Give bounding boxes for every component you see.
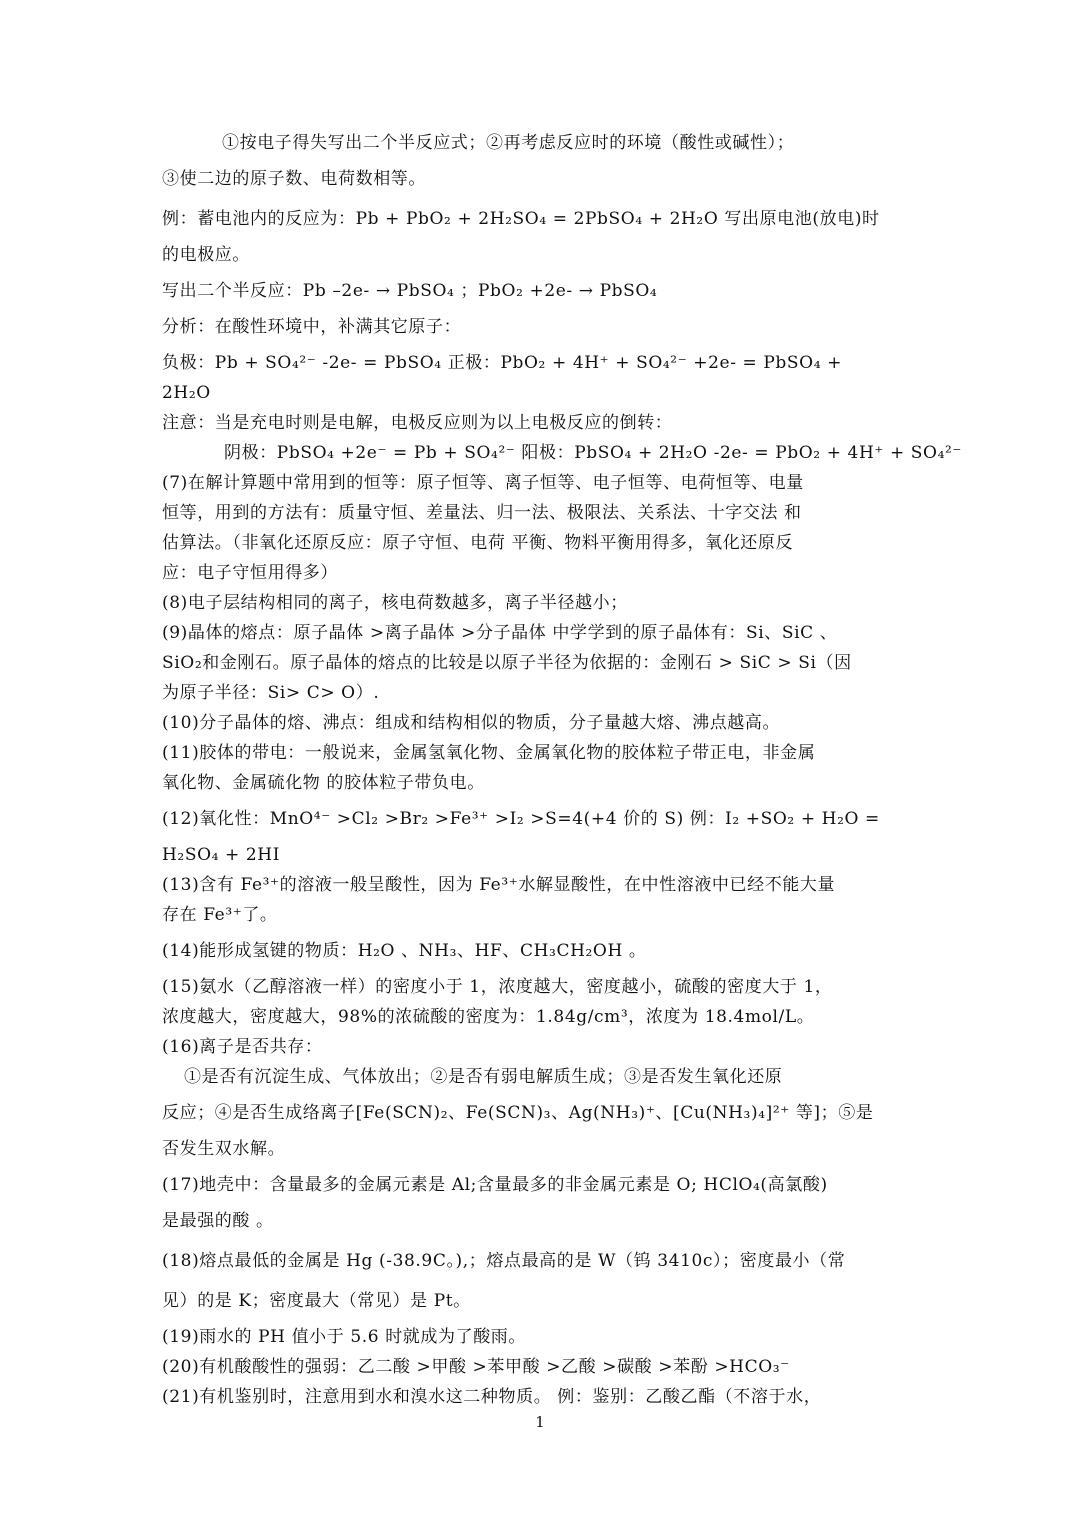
text-line: 是最强的酸 。 (162, 1211, 274, 1231)
text-line: (7)在解计算题中常用到的恒等：原子恒等、离子恒等、电子恒等、电荷恒等、电量 (162, 473, 804, 493)
text-line: 见）的是 K；密度最大（常见）是 Pt。 (162, 1291, 471, 1311)
text-line: 2H₂O (162, 383, 211, 403)
text-line: ③使二边的原子数、电荷数相等。 (162, 169, 426, 189)
page-number: 1 (535, 1413, 545, 1431)
text-line: 阴极：PbSO₄ +2e⁻ = Pb + SO₄²⁻ 阳极：PbSO₄ + 2H₂O -2e- = PbO₂ + 4H⁺ + SO₄²⁻ (224, 443, 962, 463)
text-line: 的电极应。 (162, 245, 250, 265)
text-line: ①按电子得失写出二个半反应式；②再考虑反应时的环境（酸性或碱性）； (222, 133, 795, 153)
text-line: 注意：当是充电时则是电解，电极反应则为以上电极反应的倒转： (162, 413, 673, 433)
text-line: (8)电子层结构相同的离子，核电荷数越多，离子半径越小； (162, 593, 628, 613)
text-line: 否发生双水解。 (162, 1139, 286, 1159)
text-line: ①是否有沉淀生成、气体放出；②是否有弱电解质生成；③是否发生氧化还原 (184, 1067, 783, 1087)
text-line: 浓度越大，密度越大，98%的浓硫酸的密度为：1.84g/cm³，浓度为 18.4mol/L。 (162, 1007, 815, 1027)
text-line: 反应；④是否生成络离子[Fe(SCN)₂、Fe(SCN)₃、Ag(NH₃)⁺、[Cu(NH₃)₄]²⁺ 等]；⑤是 (162, 1103, 874, 1123)
text-line: SiO₂和金刚石。原子晶体的熔点的比较是以原子半径为依据的：金刚石 > SiC > Si（因 (162, 653, 852, 673)
text-line: 估算法。（非氧化还原反应：原子守恒、电荷 平衡、物料平衡用得多，氧化还原反 (162, 533, 794, 553)
text-line: 为原子半径：Si> C> O）. (162, 683, 380, 703)
text-line: (20)有机酸酸性的强弱：乙二酸 >甲酸 >苯甲酸 >乙酸 >碳酸 >苯酚 >HCO₃⁻ (162, 1357, 790, 1377)
document-body (162, 128, 962, 1412)
text-line: 分析：在酸性环境中，补满其它原子： (162, 317, 462, 337)
text-line: (18)熔点最低的金属是 Hg (-38.9C。),；熔点最高的是 W（钨 3410c）；密度最小（常 (162, 1251, 846, 1271)
text-line: (17)地壳中：含量最多的金属元素是 Al;含量最多的非金属元素是 O; HClO₄(高氯酸) (162, 1175, 828, 1195)
text-line: 存在 Fe³⁺了。 (162, 905, 278, 925)
text-line: (19)雨水的 PH 值小于 5.6 时就成为了酸雨。 (162, 1327, 527, 1347)
text-line: 氧化物、金属硫化物 的胶体粒子带负电。 (162, 773, 485, 793)
text-line: 例：蓄电池内的反应为：Pb + PbO₂ + 2H₂SO₄ = 2PbSO₄ + 2H₂O 写出原电池(放电)时 (162, 209, 880, 229)
text-line: (13)含有 Fe³⁺的溶液一般呈酸性，因为 Fe³⁺水解显酸性，在中性溶液中已经不能大量 (162, 875, 836, 895)
text-line: 恒等，用到的方法有：质量守恒、差量法、归一法、极限法、关系法、十字交法 和 (162, 503, 802, 523)
text-line: H₂SO₄ + 2HI (162, 845, 281, 865)
text-line: (15)氨水（乙醇溶液一样）的密度小于 1，浓度越大，密度越小，硫酸的密度大于 1， (162, 977, 833, 997)
text-line: (11)胶体的带电：一般说来，金属氢氧化物、金属氧化物的胶体粒子带正电，非金属 (162, 743, 816, 763)
text-line: (14)能形成氢键的物质：H₂O 、NH₃、HF、CH₃CH₂OH 。 (162, 941, 647, 961)
text-line: 负极：Pb + SO₄²⁻ -2e- = PbSO₄ 正极：PbO₂ + 4H⁺ + SO₄²⁻ +2e- = PbSO₄ + (162, 353, 842, 373)
text-line: 应：电子守恒用得多） (162, 563, 338, 583)
text-line: 写出二个半反应：Pb –2e- → PbSO₄ ；PbO₂ +2e- → PbSO₄ (162, 281, 658, 301)
text-line: (16)离子是否共存： (162, 1037, 323, 1057)
text-line: (21)有机鉴别时，注意用到水和溴水这二种物质。 例：鉴别：乙酸乙酯（不溶于水， (162, 1387, 822, 1407)
text-line: (10)分子晶体的熔、沸点：组成和结构相似的物质，分子量越大熔、沸点越高。 (162, 713, 781, 733)
text-line: (9)晶体的熔点：原子晶体 >离子晶体 >分子晶体 中学学到的原子晶体有：Si、SiC 、 (162, 623, 838, 643)
text-line: (12)氧化性：MnO⁴⁻ >Cl₂ >Br₂ >Fe³⁺ >I₂ >S=4(+4 价的 S) 例：I₂ +SO₂ + H₂O = (162, 809, 880, 829)
